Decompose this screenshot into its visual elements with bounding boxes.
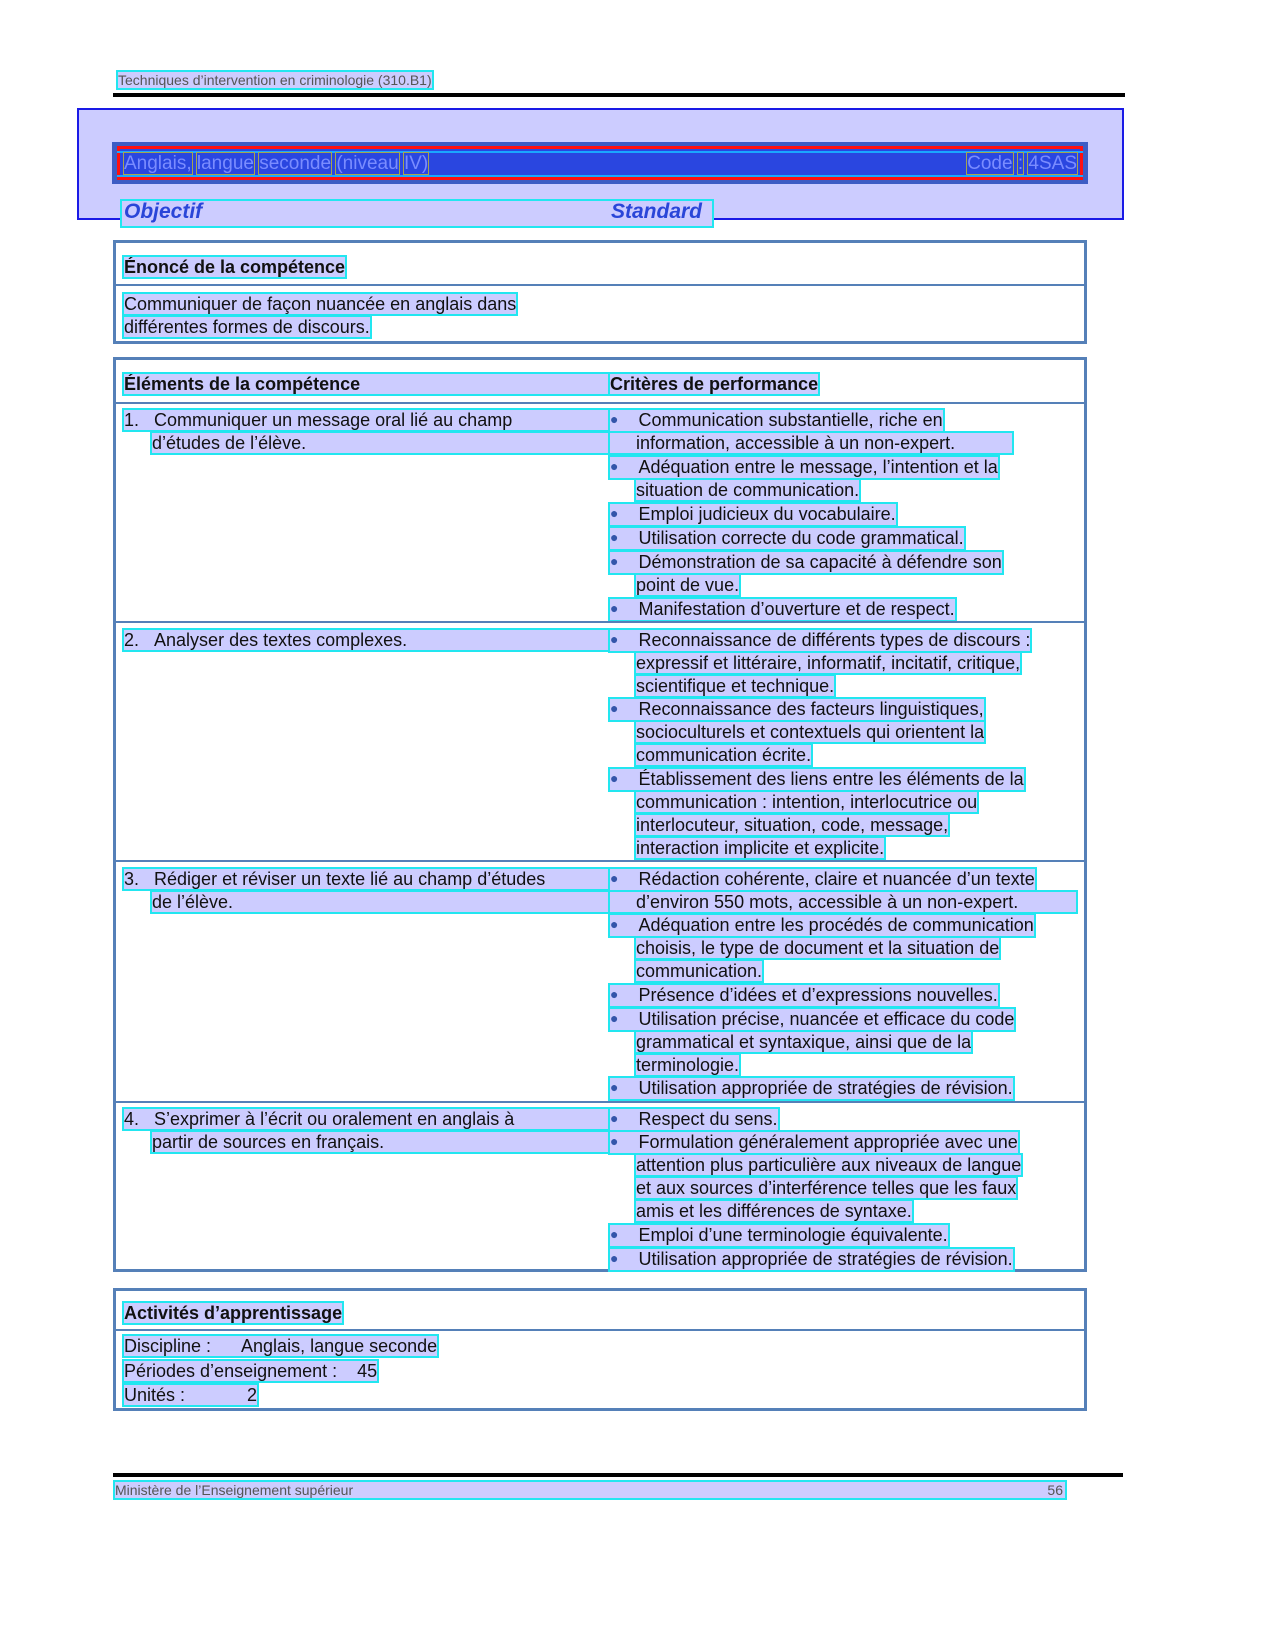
element-number: 4. <box>124 1109 140 1129</box>
divider <box>116 284 1084 286</box>
criterion-line: expressif et littéraire, informatif, incitatif, critique, <box>636 653 1021 673</box>
bullet-icon: ● <box>610 1133 619 1149</box>
criterion-line: choisis, le type de document et la situation de <box>636 938 1000 958</box>
criterion-line: amis et les différences de syntaxe. <box>636 1201 912 1221</box>
bullet-icon: ● <box>610 916 619 932</box>
criterion-line <box>610 1225 948 1246</box>
criterion-line: grammatical et syntaxique, ainsi que de la <box>636 1032 972 1052</box>
course-title-word: IV) <box>403 153 429 174</box>
bullet-icon: ● <box>610 505 619 521</box>
element-text: Rédiger et réviser un texte lié au champ d’études <box>154 869 546 889</box>
bullet-icon: ● <box>610 1010 619 1026</box>
criterion-line <box>610 769 1024 790</box>
criterion-text: Reconnaissance de différents types de discours : <box>638 630 1031 650</box>
criterion-line <box>610 457 998 478</box>
criterion-text: Adéquation entre les procédés de communication <box>638 915 1034 935</box>
criterion-line: situation de communication. <box>636 480 860 500</box>
criterion-text: Utilisation appropriée de stratégies de révision. <box>638 1249 1013 1269</box>
objectif-label: Objectif <box>124 200 203 223</box>
discipline-value: Anglais, langue seconde <box>241 1336 438 1356</box>
code-value: 4SAS <box>1028 153 1077 174</box>
criterion-line <box>610 630 1030 651</box>
criterion-line <box>610 1249 1013 1270</box>
activites-box <box>113 1288 1087 1411</box>
bullet-icon: ● <box>610 986 619 1002</box>
enonce-box <box>113 240 1087 344</box>
criterion-line: terminologie. <box>636 1055 740 1075</box>
activites-title: Activités d’apprentissage <box>124 1303 343 1323</box>
criterion-text: Utilisation correcte du code grammatical. <box>638 528 964 548</box>
criterion-line: communication écrite. <box>636 745 812 765</box>
criterion-text: Rédaction cohérente, claire et nuancée d’un texte <box>638 869 1035 889</box>
bullet-icon: ● <box>610 631 619 647</box>
periodes-value: 45 <box>357 1361 378 1381</box>
bullet-icon: ● <box>610 770 619 786</box>
unites-label: Unités : <box>124 1385 186 1405</box>
criterion-line: communication. <box>636 961 763 981</box>
enonce-line: Communiquer de façon nuancée en anglais dans <box>124 294 517 314</box>
criterion-line <box>610 504 896 525</box>
criterion-line <box>610 410 943 431</box>
criterion-text: Reconnaissance des facteurs linguistiques, <box>638 699 984 719</box>
criterion-line: socioculturels et contextuels qui orientent la <box>636 722 985 742</box>
criterion-line <box>610 528 964 549</box>
footer-ministry: Ministère de l’Enseignement supérieur <box>115 1482 354 1498</box>
code-label: Code <box>967 153 1013 174</box>
elements-box <box>113 357 1087 1272</box>
element-number: 3. <box>124 869 140 889</box>
course-title-word: (niveau <box>336 153 399 174</box>
element-line <box>124 630 608 650</box>
element-text: Analyser des textes complexes. <box>154 630 408 650</box>
element-line <box>124 1109 608 1129</box>
bullet-icon: ● <box>610 553 619 569</box>
bullet-icon: ● <box>610 700 619 716</box>
course-title-word: langue <box>196 153 254 174</box>
element-line <box>124 869 608 889</box>
criteres-column-title: Critères de performance <box>610 374 819 394</box>
row-divider <box>116 1101 1084 1103</box>
criterion-text: Formulation généralement appropriée avec une <box>638 1132 1018 1152</box>
footer <box>115 1482 1065 1498</box>
discipline-row <box>124 1336 437 1356</box>
objectif-standard-row <box>122 201 712 226</box>
criterion-text: Manifestation d’ouverture et de respect. <box>638 599 955 619</box>
criterion-line: information, accessible à un non-expert. <box>610 433 1012 453</box>
periodes-row <box>124 1361 377 1381</box>
standard-label: Standard <box>611 200 703 223</box>
discipline-label: Discipline : <box>124 1336 212 1356</box>
element-text: Communiquer un message oral lié au champ <box>154 410 513 430</box>
criterion-line <box>610 1132 1018 1153</box>
page-number: 56 <box>1047 1482 1063 1498</box>
header-rule <box>113 93 1125 97</box>
course-code <box>967 153 1077 175</box>
bullet-icon: ● <box>610 458 619 474</box>
bullet-icon: ● <box>610 1079 619 1095</box>
criterion-line: attention plus particulière aux niveaux de langue <box>636 1155 1022 1175</box>
criterion-text: Utilisation précise, nuancée et efficace du code <box>638 1009 1015 1029</box>
footer-rule <box>113 1473 1123 1477</box>
criterion-line: scientifique et technique. <box>636 676 835 696</box>
element-number: 2. <box>124 630 140 650</box>
row-divider <box>116 621 1084 623</box>
criterion-line <box>610 599 955 620</box>
criterion-line <box>610 699 984 720</box>
element-line <box>124 410 608 430</box>
divider <box>116 1329 1084 1331</box>
criterion-text: Présence d’idées et d’expressions nouvelles. <box>638 985 998 1005</box>
unites-row <box>124 1385 257 1405</box>
criterion-line: communication : intention, interlocutrice ou <box>636 792 978 812</box>
criterion-line <box>610 985 998 1006</box>
bullet-icon: ● <box>610 1226 619 1242</box>
divider <box>116 402 1084 404</box>
criterion-line <box>610 1078 1013 1099</box>
elements-column-title: Éléments de la compétence <box>124 374 608 394</box>
criterion-text: Établissement des liens entre les éléments de la <box>638 769 1024 789</box>
criterion-text: Respect du sens. <box>638 1109 778 1129</box>
criterion-line: et aux sources d’interférence telles que les faux <box>636 1178 1017 1198</box>
course-title-word: seconde <box>259 153 332 174</box>
criterion-line <box>610 915 1034 936</box>
bullet-icon: ● <box>610 1250 619 1266</box>
bullet-icon: ● <box>610 529 619 545</box>
element-number: 1. <box>124 410 140 430</box>
criterion-line: d’environ 550 mots, accessible à un non-expert. <box>610 892 1076 912</box>
criterion-text: Emploi judicieux du vocabulaire. <box>638 504 896 524</box>
element-line: d’études de l’élève. <box>152 433 608 453</box>
enonce-line: différentes formes de discours. <box>124 317 370 337</box>
course-title-word: Anglais, <box>124 153 192 174</box>
criterion-line <box>610 552 1002 573</box>
criterion-text: Emploi d’une terminologie équivalente. <box>638 1225 948 1245</box>
criterion-line <box>610 1009 1014 1030</box>
criterion-line <box>610 1109 778 1130</box>
row-divider <box>116 860 1084 862</box>
course-title <box>124 153 428 175</box>
criterion-line: interlocuteur, situation, code, message, <box>636 815 949 835</box>
bullet-icon: ● <box>610 411 619 427</box>
element-line: de l’élève. <box>152 892 608 912</box>
criterion-line: interaction implicite et explicite. <box>636 838 885 858</box>
bullet-icon: ● <box>610 1110 619 1126</box>
periodes-label: Périodes d’enseignement : <box>124 1361 338 1381</box>
criterion-line: point de vue. <box>636 575 740 595</box>
criterion-text: Communication substantielle, riche en <box>638 410 943 430</box>
criterion-text: Utilisation appropriée de stratégies de révision. <box>638 1078 1013 1098</box>
bullet-icon: ● <box>610 870 619 886</box>
criterion-line <box>610 869 1035 890</box>
element-text: S’exprimer à l’écrit ou oralement en anglais à <box>154 1109 515 1129</box>
criterion-text: Adéquation entre le message, l’intention et la <box>638 457 998 477</box>
unites-value: 2 <box>247 1385 258 1405</box>
bullet-icon: ● <box>610 600 619 616</box>
enonce-title: Énoncé de la compétence <box>124 257 346 277</box>
element-line: partir de sources en français. <box>152 1132 608 1152</box>
criterion-text: Démonstration de sa capacité à défendre son <box>638 552 1002 572</box>
code-separator: : <box>1017 153 1024 174</box>
running-header: Techniques d’intervention en criminologie (310.B1) <box>118 72 432 88</box>
